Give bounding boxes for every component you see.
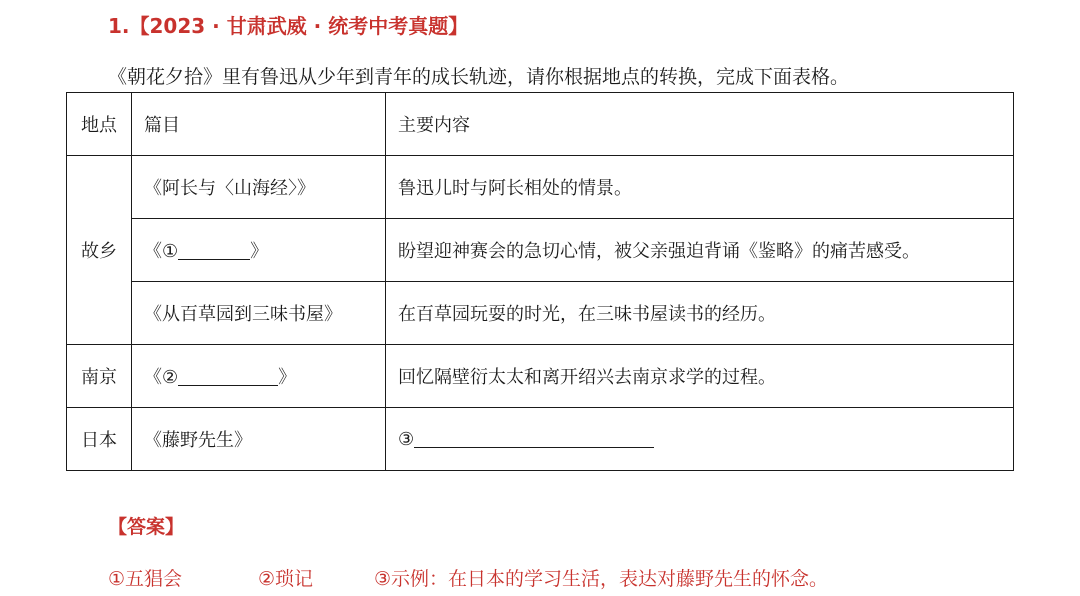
table-row (67, 408, 1014, 471)
row-title: 《阿长与〈山海经〉》 (132, 156, 386, 219)
question-heading: 1.【2023 · 甘肃武威 · 统考中考真题】 (108, 14, 469, 38)
row-title: 《从百草园到三味书屋》 (132, 282, 386, 345)
row-content (386, 408, 1014, 471)
fill-blank-2 (178, 367, 278, 386)
title-suffix: 》 (278, 367, 297, 388)
row-title: 《藤野先生》 (132, 408, 386, 471)
place-japan: 日本 (67, 408, 132, 471)
answer-label: 【答案】 (108, 516, 185, 538)
row-content: 在百草园玩耍的时光，在三味书屋读书的经历。 (386, 282, 1014, 345)
fill-blank-3 (414, 429, 654, 448)
answer-item: ②琐记 (258, 568, 314, 590)
answer-item: ①五猖会 (108, 568, 183, 590)
table-row (67, 282, 1014, 345)
row-content: 鲁迅儿时与阿长相处的情景。 (386, 156, 1014, 219)
answer-item: ③示例：在日本的学习生活，表达对藤野先生的怀念。 (374, 568, 829, 590)
title-suffix: 》 (250, 241, 269, 262)
title-prefix: 《① (144, 241, 179, 262)
header-title: 篇目 (132, 93, 386, 156)
table-row (67, 345, 1014, 408)
row-title (132, 219, 386, 282)
table-header-row (67, 93, 1014, 156)
content-prefix: ③ (398, 428, 415, 450)
header-place: 地点 (67, 93, 132, 156)
row-title (132, 345, 386, 408)
place-nanjing: 南京 (67, 345, 132, 408)
place-hometown: 故乡 (67, 156, 132, 345)
row-content: 盼望迎神赛会的急切心情，被父亲强迫背诵《鉴略》的痛苦感受。 (386, 219, 1014, 282)
reading-table (66, 92, 1014, 471)
title-prefix: 《② (144, 367, 179, 388)
fill-blank-1 (178, 241, 250, 260)
table-row (67, 219, 1014, 282)
question-intro: 《朝花夕拾》里有鲁迅从少年到青年的成长轨迹，请你根据地点的转换，完成下面表格。 (108, 66, 850, 88)
header-content: 主要内容 (386, 93, 1014, 156)
table-row (67, 156, 1014, 219)
row-content: 回忆隔壁衍太太和离开绍兴去南京求学的过程。 (386, 345, 1014, 408)
